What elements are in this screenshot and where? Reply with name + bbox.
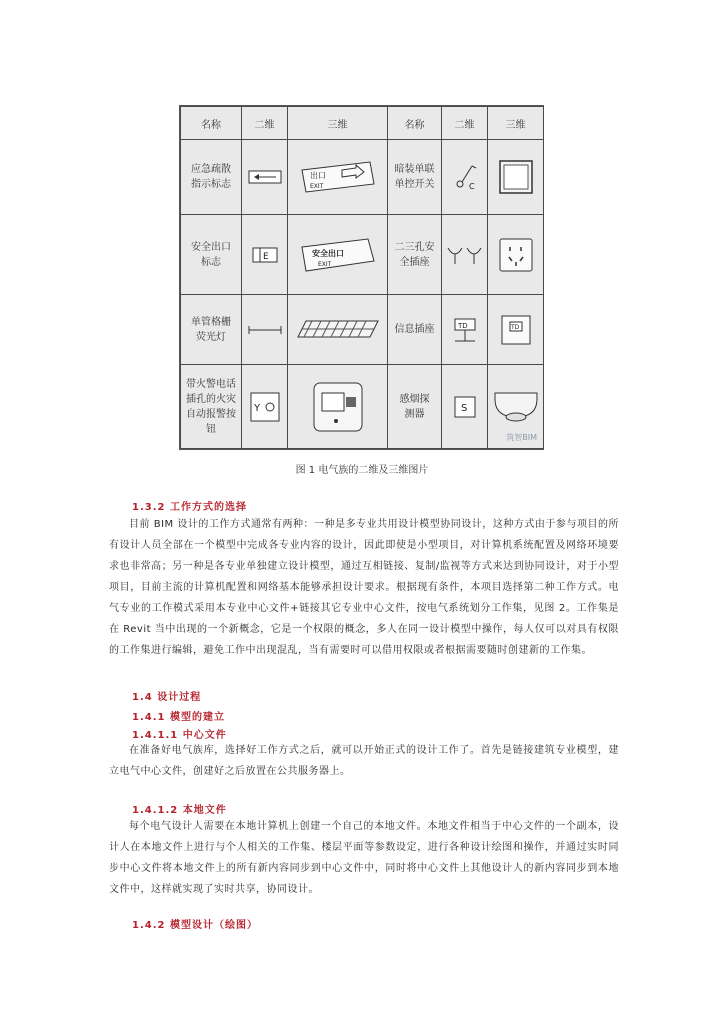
- svg-text:TD: TD: [457, 321, 468, 330]
- cell-alarm-button-3d: [288, 365, 388, 449]
- heading-1-4-2: 1.4.2 模型设计（绘图）: [132, 920, 258, 931]
- paragraph-1-4-1-1: 在准备好电气族库，选择好工作方式之后，就可以开始正式的设计工作了。首先是链接建筑专业模型，建立电气中心文件，创建好之后放置在公共服务器上。: [109, 745, 619, 777]
- svg-text:E: E: [262, 251, 269, 262]
- header-3d-left: 三维: [288, 107, 388, 140]
- electrical-family-table: [180, 106, 544, 449]
- cell-safety-exit-2d: [242, 215, 288, 295]
- heading-1-3-2: 1.3.2 工作方式的选择: [132, 502, 247, 513]
- svg-text:C: C: [468, 182, 475, 191]
- info-socket-2d-icon: [450, 317, 480, 343]
- emergency-arrow-2d-icon: [248, 170, 282, 184]
- alarm-button-3d-icon: [310, 379, 366, 435]
- cell-socket-3d: [488, 215, 544, 295]
- svg-text:出口: 出口: [309, 171, 326, 180]
- cell-smoke-detector-name: 感烟探测器: [388, 365, 442, 449]
- cell-alarm-button-name: 带火警电话插孔的火灾自动报警按钮: [181, 365, 242, 449]
- cell-fluorescent-name: 单管格栅荧光灯: [181, 295, 242, 365]
- watermark: 筑智BIM: [506, 433, 537, 442]
- cell-switch-3d: [488, 140, 544, 215]
- cell-socket-name: 二三孔安全插座: [388, 215, 442, 295]
- heading-1-4: 1.4 设计过程: [132, 692, 202, 703]
- figure-caption: 图 1 电气族的二维及三维图片: [295, 465, 429, 476]
- cell-safety-exit-3d: [288, 215, 388, 295]
- exit-sign-3d-icon: [298, 160, 378, 194]
- socket-2d-icon: [445, 244, 485, 266]
- svg-text:EXIT: EXIT: [309, 183, 323, 190]
- header-2d-right: 二维: [442, 107, 488, 140]
- heading-1-4-1-2: 1.4.1.2 本地文件: [132, 805, 227, 816]
- cell-switch-2d: [442, 140, 488, 215]
- cell-info-socket-2d: [442, 295, 488, 365]
- heading-1-4-1-1: 1.4.1.1 中心文件: [132, 730, 227, 741]
- svg-text:安全出口: 安全出口: [311, 248, 344, 258]
- cell-fluorescent-3d: [288, 295, 388, 365]
- svg-text:EXIT: EXIT: [317, 260, 331, 268]
- cell-emergency-sign-2d: [242, 140, 288, 215]
- smoke-detector-2d-icon: [454, 396, 476, 418]
- cell-emergency-sign-3d: [288, 140, 388, 215]
- socket-panel-3d-icon: [498, 237, 534, 273]
- svg-text:S: S: [460, 402, 467, 414]
- header-2d-left: 二维: [242, 107, 288, 140]
- cell-socket-2d: [442, 215, 488, 295]
- cell-smoke-detector-2d: [442, 365, 488, 449]
- fluorescent-2d-icon: [247, 323, 283, 337]
- info-socket-panel-3d-icon: [500, 314, 532, 346]
- cell-safety-exit-name: 安全出口标志: [181, 215, 242, 295]
- cell-alarm-button-2d: [242, 365, 288, 449]
- cell-emergency-sign-name: 应急疏散指示标志: [181, 140, 242, 215]
- safety-exit-2d-icon: [252, 247, 278, 263]
- svg-text:Y: Y: [253, 402, 260, 414]
- header-name-left: 名称: [181, 107, 242, 140]
- cell-info-socket-3d: [488, 295, 544, 365]
- paragraph-1-3-2: 目前 BIM 设计的工作方式通常有两种：一种是多专业共用设计模型协同设计，这种方式由于参与项目的所有设计人员全部在一个模型中完成各专业内容的设计，因此即使是小型项目，对计算机系统配置及网络环境要求也非常高；另一种是各专业单独建立设计模型，通过互相链接、复制/监视等方式来达到协同设计，对于小型项目，目前主流的计算机配置和网络基本能够承担设计要求。根据现有条件，本项目选择第二种工作方式。电气专业的工作模式采用本专业中心文件+链接其它专业中心文件，按电气系统划分工作集，见图 2。工作集是在 Revit 当中出现的一个新概念，它是一个权限的概念，多人在同一设计模型中操作，每人仅可以对具有权限的工作集进行编辑，避免工作中出现混乱，当有需要时可以借用权限或者根据需要随时创建新的工作集。: [109, 519, 619, 656]
- smoke-detector-3d-icon: [491, 387, 541, 427]
- figure-table-image: [179, 105, 544, 450]
- header-3d-right: 三维: [488, 107, 544, 140]
- switch-2d-icon: [450, 162, 480, 192]
- cell-fluorescent-2d: [242, 295, 288, 365]
- alarm-button-2d-icon: [250, 392, 280, 422]
- switch-panel-3d-icon: [498, 159, 534, 195]
- svg-text:TD: TD: [510, 323, 519, 331]
- cell-info-socket-name: 信息插座: [388, 295, 442, 365]
- paragraph-1-4-1-2: 每个电气设计人需要在本地计算机上创建一个自己的本地文件。本地文件相当于中心文件的一个副本，设计人在本地文件上进行与个人相关的工作集、楼层平面等参数设定，进行各种设计绘图和操作，并通过实时同步中心文件将本地文件上的所有新内容同步到中心文件中，同时将中心文件上其他设计人的新内容同步到本地文件中，这样就实现了实时共享，协同设计。: [109, 821, 619, 895]
- header-name-right: 名称: [388, 107, 442, 140]
- heading-1-4-1: 1.4.1 模型的建立: [132, 712, 225, 723]
- grille-lamp-3d-icon: [296, 317, 380, 343]
- safety-exit-sign-3d-icon: [298, 237, 378, 273]
- cell-switch-name: 暗装单联单控开关: [388, 140, 442, 215]
